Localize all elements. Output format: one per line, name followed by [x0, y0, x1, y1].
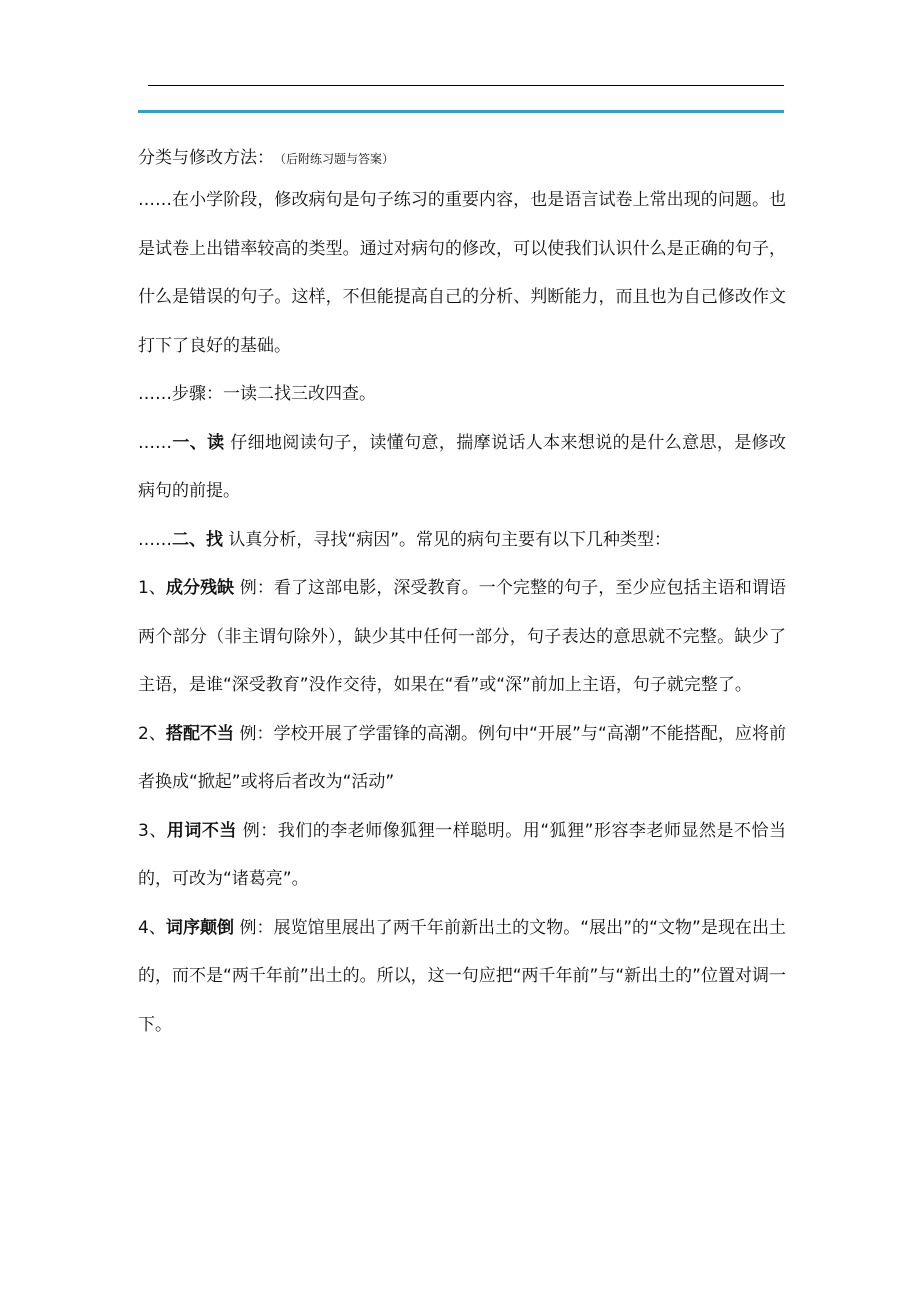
intro-paragraph: ……在小学阶段，修改病句是句子练习的重要内容，也是语言试卷上常出现的问题。也是试卷上出错率较高的类型。通过对病句的修改，可以使我们认识什么是正确的句子，什么是错误的句子。这样，不但能提高自己的分析、判断能力，而且也为自己修改作文打下了良好的基础。	[138, 190, 786, 356]
step-read-prefix: ……	[138, 432, 172, 453]
type-2-paragraph	[138, 710, 786, 807]
steps-paragraph: ……步骤：一读二找三改四查。	[138, 384, 376, 404]
step-find-paragraph	[138, 516, 786, 565]
step-read-text: 仔细地阅读句子，读懂句意，揣摩说话人本来想说的是什么意思，是修改病句的前提。	[138, 432, 787, 501]
section-title-note: （后附练习题与答案）	[280, 152, 395, 166]
section-title-main: 分类与修改方法：	[138, 148, 274, 168]
type-3-number: 3、	[138, 820, 167, 841]
type-3-label: 用词不当	[166, 820, 237, 841]
section-title	[138, 140, 786, 176]
step-find-prefix: ……	[138, 529, 172, 550]
type-1-label: 成分残缺	[165, 578, 235, 598]
step-find-text: 认真分析，寻找“病因”。常见的病句主要有以下几种类型：	[223, 529, 672, 550]
step-read-paragraph	[138, 419, 786, 516]
type-2-label: 搭配不当	[165, 723, 235, 744]
type-3-text: 例：我们的李老师像狐狸一样聪明。用“狐狸”形容李老师显然是不恰当的，可改为“诸葛亮”。	[138, 820, 786, 889]
type-2-text: 例：学校开展了学雷锋的高潮。例句中“开展”与“高潮”不能搭配，应将前者换成“掀起”或将后者改为“活动”	[138, 723, 786, 792]
document-body	[138, 140, 786, 1049]
type-1-number: 1、	[138, 578, 166, 598]
header-accent-rule	[138, 110, 784, 113]
type-1-text: 例：看了这部电影，深受教育。一个完整的句子，至少应包括主语和谓语两个部分（非主谓句除外），缺少其中任何一部分，句子表达的意思就不完整。缺少了主语，是谁“深受教育”没作交待，如果在“看”或“深”前加上主语，句子就完整了。	[138, 578, 786, 695]
type-4-text: 例：展览馆里展出了两千年前新出土的文物。“展出”的“文物”是现在出土的，而不是“两千年前”出土的。所以，这一句应把“两千年前”与“新出土的”位置对调一下。	[138, 917, 786, 1035]
type-4-paragraph	[138, 904, 786, 1050]
type-4-number: 4、	[138, 917, 166, 938]
type-3-paragraph	[138, 807, 786, 904]
step-read-label: 一、读	[172, 432, 225, 453]
header-rule	[148, 85, 784, 86]
type-2-number: 2、	[138, 723, 166, 744]
step-find-label: 二、找	[172, 529, 223, 550]
type-1-paragraph	[138, 564, 786, 710]
type-4-label: 词序颠倒	[165, 917, 235, 938]
